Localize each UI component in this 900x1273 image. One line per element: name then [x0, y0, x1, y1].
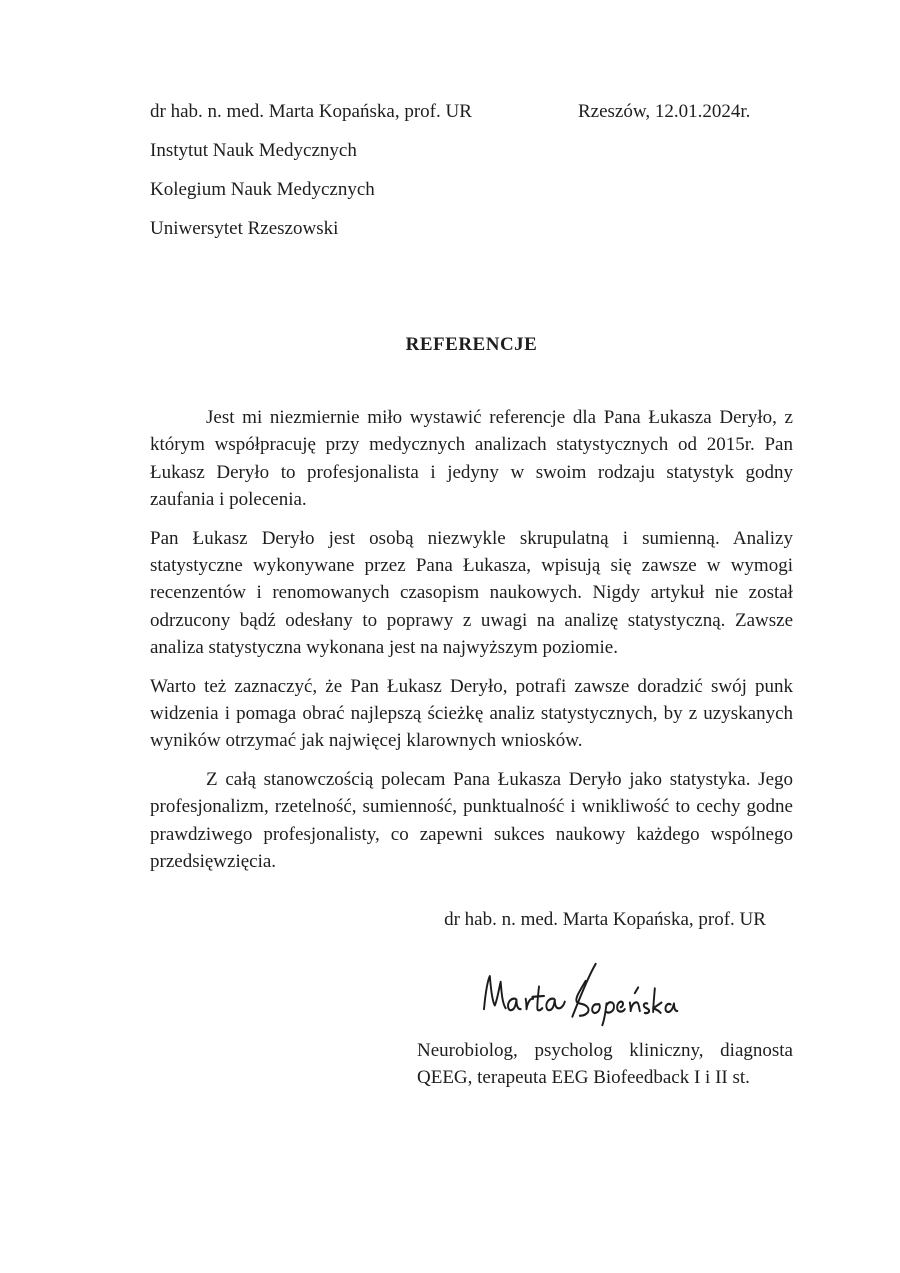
paragraph-2: Pan Łukasz Deryło jest osobą niezwykle skrupulatną i sumienną. Analizy statystyczne wykonywane przez Pana Łukasza, wpisują się zawsze w wymogi recenzentów i renomowanych czasopism naukowych. Nigdy artykuł nie został odrzucony bądź odesłany to poprawy z uwagi na analizę statystyczną. Zawsze analiza statystyczna wykonana jest na najwyższym poziomie.: [150, 527, 793, 659]
author-name-line: dr hab. n. med. Marta Kopańska, prof. UR: [150, 101, 472, 122]
letter-date: Rzeszów, 12.01.2024r.: [578, 101, 751, 122]
signature-block: [417, 906, 793, 1092]
paragraph-1: Jest mi niezmiernie miło wystawić referencje dla Pana Łukasza Deryło, z którym współpracuję przy medycznych analizach statystycznych od 2015r. Pan Łukasz Deryło to profesjonalista i jedyny w swoim rodzaju statystyk godny zaufania i polecenia.: [150, 407, 793, 511]
paragraph-3: Warto też zaznaczyć, że Pan Łukasz Deryło, potrafi zawsze doradzić swój punk widzenia i pomaga obrać najlepszą ścieżkę analiz statystycznych, by z uzyskanych wyników otrzymać jak najwięcej klarownych wniosków.: [150, 675, 793, 752]
institution-line-1: Instytut Nauk Medycznych: [150, 140, 357, 161]
credentials-line-2: QEEG, terapeuta EEG Biofeedback I i II st.: [417, 1066, 750, 1088]
document-title: REFERENCJE: [405, 334, 538, 355]
institution-line-3: Uniwersytet Rzeszowski: [150, 218, 339, 239]
letter-body: [150, 404, 793, 876]
institution-line-2: Kolegium Nauk Medycznych: [150, 179, 375, 200]
header-author-date-row: [150, 92, 793, 131]
letter-header: [150, 92, 793, 248]
signatory-credentials: [417, 1037, 793, 1092]
paragraph-4: Z całą stanowczością polecam Pana Łukasza Deryło jako statystyka. Jego profesjonalizm, rzetelność, sumienność, punktualność i wnikliwość to cechy godne prawdziwego profesjonalisty, co zapewni sukces naukowy każdego wspólnego przedsięwzięcia.: [150, 768, 793, 873]
signatory-name-line: dr hab. n. med. Marta Kopańska, prof. UR: [444, 908, 766, 930]
credentials-line-1: Neurobiolog, psycholog kliniczny, diagnosta: [417, 1039, 793, 1061]
handwritten-signature: [417, 962, 793, 1028]
